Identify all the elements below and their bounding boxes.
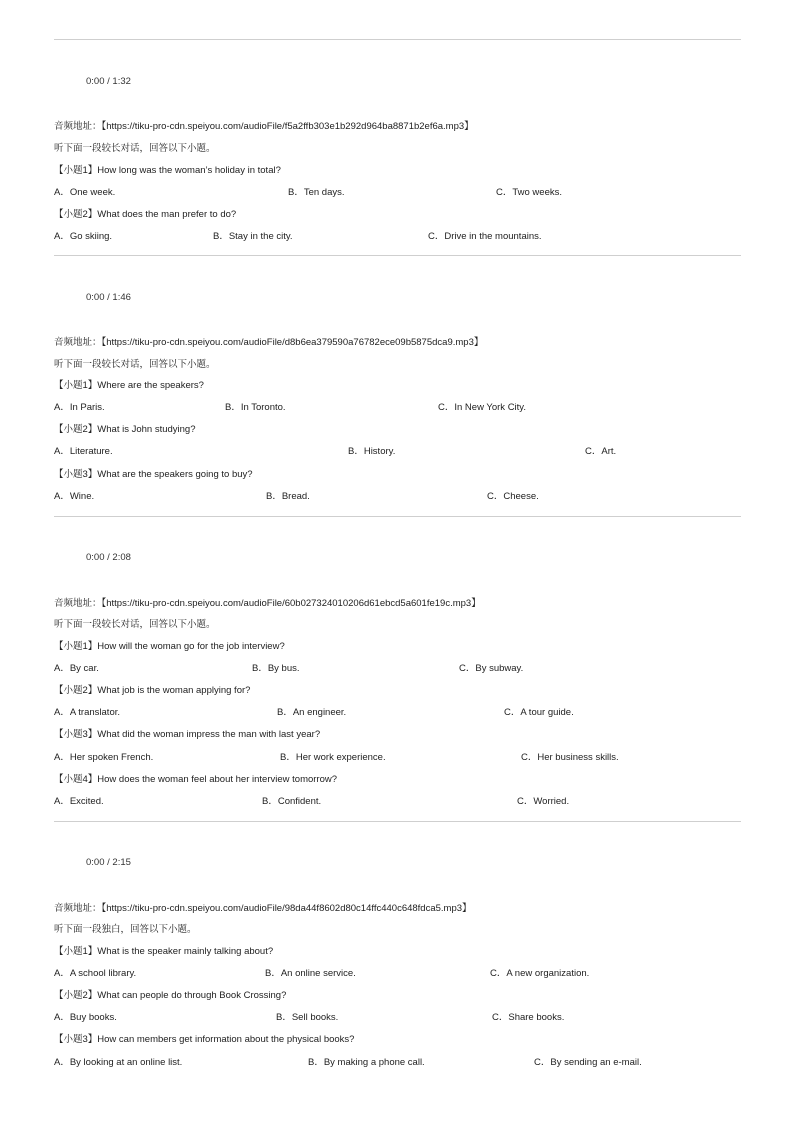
option-b: B．In Toronto. bbox=[225, 402, 286, 413]
option-c: C．Worried. bbox=[517, 796, 570, 807]
option-b: B．Confident. bbox=[262, 796, 322, 807]
section-divider bbox=[54, 516, 741, 517]
option-c: C．A new organization. bbox=[490, 968, 590, 979]
option-c: C．Share books. bbox=[492, 1012, 565, 1023]
instruction: 听下面一段独白，回答以下小题。 bbox=[54, 924, 197, 935]
option-a: A．Go skiing. bbox=[54, 231, 113, 242]
option-a: A．Her spoken French. bbox=[54, 752, 154, 763]
question: 【小题2】What does the man prefer to do? bbox=[54, 209, 237, 220]
option-b: B．Her work experience. bbox=[280, 752, 386, 763]
question: 【小题3】What are the speakers going to buy? bbox=[54, 469, 253, 480]
option-c: C．Cheese. bbox=[487, 491, 539, 502]
option-b: B．Stay in the city. bbox=[213, 231, 293, 242]
option-c: C．In New York City. bbox=[438, 402, 526, 413]
question: 【小题1】How will the woman go for the job interview? bbox=[54, 641, 285, 652]
question: 【小题1】What is the speaker mainly talking about? bbox=[54, 946, 274, 957]
option-b: B．By bus. bbox=[252, 663, 300, 674]
option-c: C．Art. bbox=[585, 446, 617, 457]
option-a: A．A translator. bbox=[54, 707, 121, 718]
section-divider bbox=[54, 39, 741, 40]
audio-player-time[interactable]: 0:00 / 1:46 bbox=[86, 292, 131, 303]
question: 【小题2】What job is the woman applying for? bbox=[54, 685, 251, 696]
audio-address: 音频地址：【https://tiku-pro-cdn.speiyou.com/audioFile/60b027324010206d61ebcd5a601fe19c.mp3】 bbox=[54, 598, 481, 609]
audio-address: 音频地址：【https://tiku-pro-cdn.speiyou.com/audioFile/f5a2ffb303e1b292d964ba8871b2ef6a.mp3】 bbox=[54, 121, 474, 132]
option-a: A．By looking at an online list. bbox=[54, 1057, 183, 1068]
instruction: 听下面一段较长对话，回答以下小题。 bbox=[54, 359, 216, 370]
option-c: C．By sending an e-mail. bbox=[534, 1057, 642, 1068]
option-b: B．Bread. bbox=[266, 491, 310, 502]
option-a: A．By car. bbox=[54, 663, 99, 674]
question: 【小题2】What can people do through Book Crossing? bbox=[54, 990, 287, 1001]
option-b: B．History. bbox=[348, 446, 396, 457]
option-b: B．By making a phone call. bbox=[308, 1057, 425, 1068]
audio-player-time[interactable]: 0:00 / 2:15 bbox=[86, 857, 131, 868]
section-divider bbox=[54, 821, 741, 822]
audio-address: 音频地址：【https://tiku-pro-cdn.speiyou.com/audioFile/d8b6ea379590a76782ece09b5875dca9.mp3】 bbox=[54, 337, 484, 348]
question: 【小题1】How long was the woman’s holiday in total? bbox=[54, 165, 281, 176]
option-c: C．Drive in the mountains. bbox=[428, 231, 542, 242]
question: 【小题3】How can members get information about the physical books? bbox=[54, 1034, 355, 1045]
option-b: B．An online service. bbox=[265, 968, 356, 979]
option-c: C．A tour guide. bbox=[504, 707, 574, 718]
option-c: C．Two weeks. bbox=[496, 187, 562, 198]
audio-address: 音频地址：【https://tiku-pro-cdn.speiyou.com/audioFile/98da44f8602d80c14ffc440c648fdca5.mp3】 bbox=[54, 903, 472, 914]
question: 【小题4】How does the woman feel about her interview tomorrow? bbox=[54, 774, 338, 785]
question: 【小题2】What is John studying? bbox=[54, 424, 196, 435]
option-c: C．Her business skills. bbox=[521, 752, 619, 763]
option-b: B．An engineer. bbox=[277, 707, 347, 718]
section-divider bbox=[54, 255, 741, 256]
option-a: A．Buy books. bbox=[54, 1012, 117, 1023]
option-a: A．Excited. bbox=[54, 796, 104, 807]
instruction: 听下面一段较长对话，回答以下小题。 bbox=[54, 143, 216, 154]
option-b: B．Sell books. bbox=[276, 1012, 339, 1023]
instruction: 听下面一段较长对话，回答以下小题。 bbox=[54, 619, 216, 630]
option-a: A．Wine. bbox=[54, 491, 95, 502]
option-a: A．In Paris. bbox=[54, 402, 105, 413]
option-a: A．Literature. bbox=[54, 446, 113, 457]
option-c: C．By subway. bbox=[459, 663, 524, 674]
option-a: A．A school library. bbox=[54, 968, 137, 979]
audio-player-time[interactable]: 0:00 / 2:08 bbox=[86, 552, 131, 563]
question: 【小题3】What did the woman impress the man with last year? bbox=[54, 729, 321, 740]
audio-player-time[interactable]: 0:00 / 1:32 bbox=[86, 76, 131, 87]
option-a: A．One week. bbox=[54, 187, 116, 198]
option-b: B．Ten days. bbox=[288, 187, 345, 198]
question: 【小题1】Where are the speakers? bbox=[54, 380, 204, 391]
